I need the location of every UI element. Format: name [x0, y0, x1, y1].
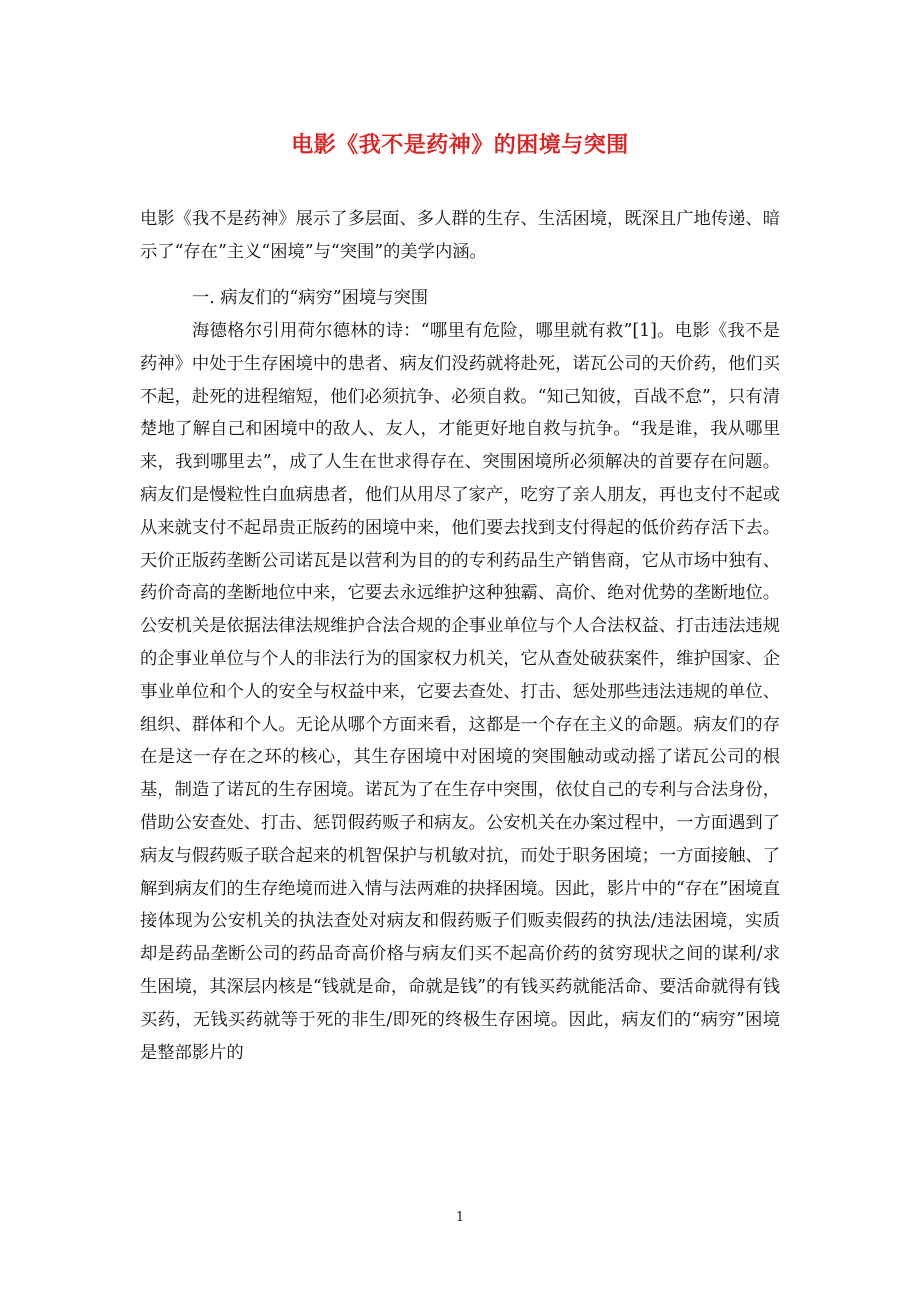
- section-heading: 一. 病友们的“病穷”困境与突围: [192, 288, 429, 308]
- document-title: 电影《我不是药神》的困境与突围: [291, 132, 629, 158]
- body-paragraph: 海德格尔引用荷尔德林的诗：“哪里有危险，哪里就有救”[1]。电影《我不是药神》中处于生存困境中的患者、病友们没药就将赴死，诺瓦公司的天价药，他们买不起，赴死的进程缩短，他们必须抗争、必须自救。“知己知彼，百战不怠”，只有清楚地了解自己和困境中的敌人、友人，才能更好地自救与抗争。“我是谁，我从哪里来，我到哪里去”，成了人生在世求得存在、突围困境所必须解决的首要存在问题。病友们是慢粒性白血病患者，他们从用尽了家产，吃穷了亲人朋友，再也支付不起或从来就支付不起昂贵正版药的困境中来，他们要去找到支付得起的低价药存活下去。天价正版药垄断公司诺瓦是以营利为目的的专利药品生产销售商，它从市场中独有、药价奇高的垄断地位中来，它要去永远维护这种独霸、高价、绝对优势的垄断地位。公安机关是依据法律法规维护合法合规的企事业单位与个人合法权益、打击违法违规的企事业单位与个人的非法行为的国家权力机关，它从查处破获案件，维护国家、企事业单位和个人的安全与权益中来，它要去查处、打击、惩处那些违法违规的单位、组织、群体和个人。无论从哪个方面来看，这都是一个存在主义的命题。病友们的存在是这一存在之环的核心，其生存困境中对困境的突围触动或动摇了诺瓦公司的根基，制造了诺瓦的生存困境。诺瓦为了在生存中突围，依仗自己的专利与合法身份，借助公安查处、打击、惩罚假药贩子和病友。公安机关在办案过程中，一方面遇到了病友与假药贩子联合起来的机智保护与机敏对抗，而处于职务困境；一方面接触、了解到病友们的生存绝境而进入情与法两难的抉择困境。因此，影片中的“存在”困境直接体现为公安机关的执法查处对病友和假药贩子们贩卖假药的执法/违法困境，实质却是药品垄断公司的药品奇高价格与病友们买不起高价药的贫穷现状之间的谋利/求生困境，其深层内核是“钱就是命，命就是钱”的有钱买药就能活命、要活命就得有钱买药，无钱买药就等于死的非生/即死的终极生存困境。因此，病友们的“病穷”困境是整部影片的: [140, 321, 780, 1063]
- intro-paragraph: 电影《我不是药神》展示了多层面、多人群的生存、生活困境，既深且广地传递、暗示了“存在”主义“困境”与“突围”的美学内涵。: [140, 209, 780, 262]
- page-number: 1: [455, 1210, 465, 1225]
